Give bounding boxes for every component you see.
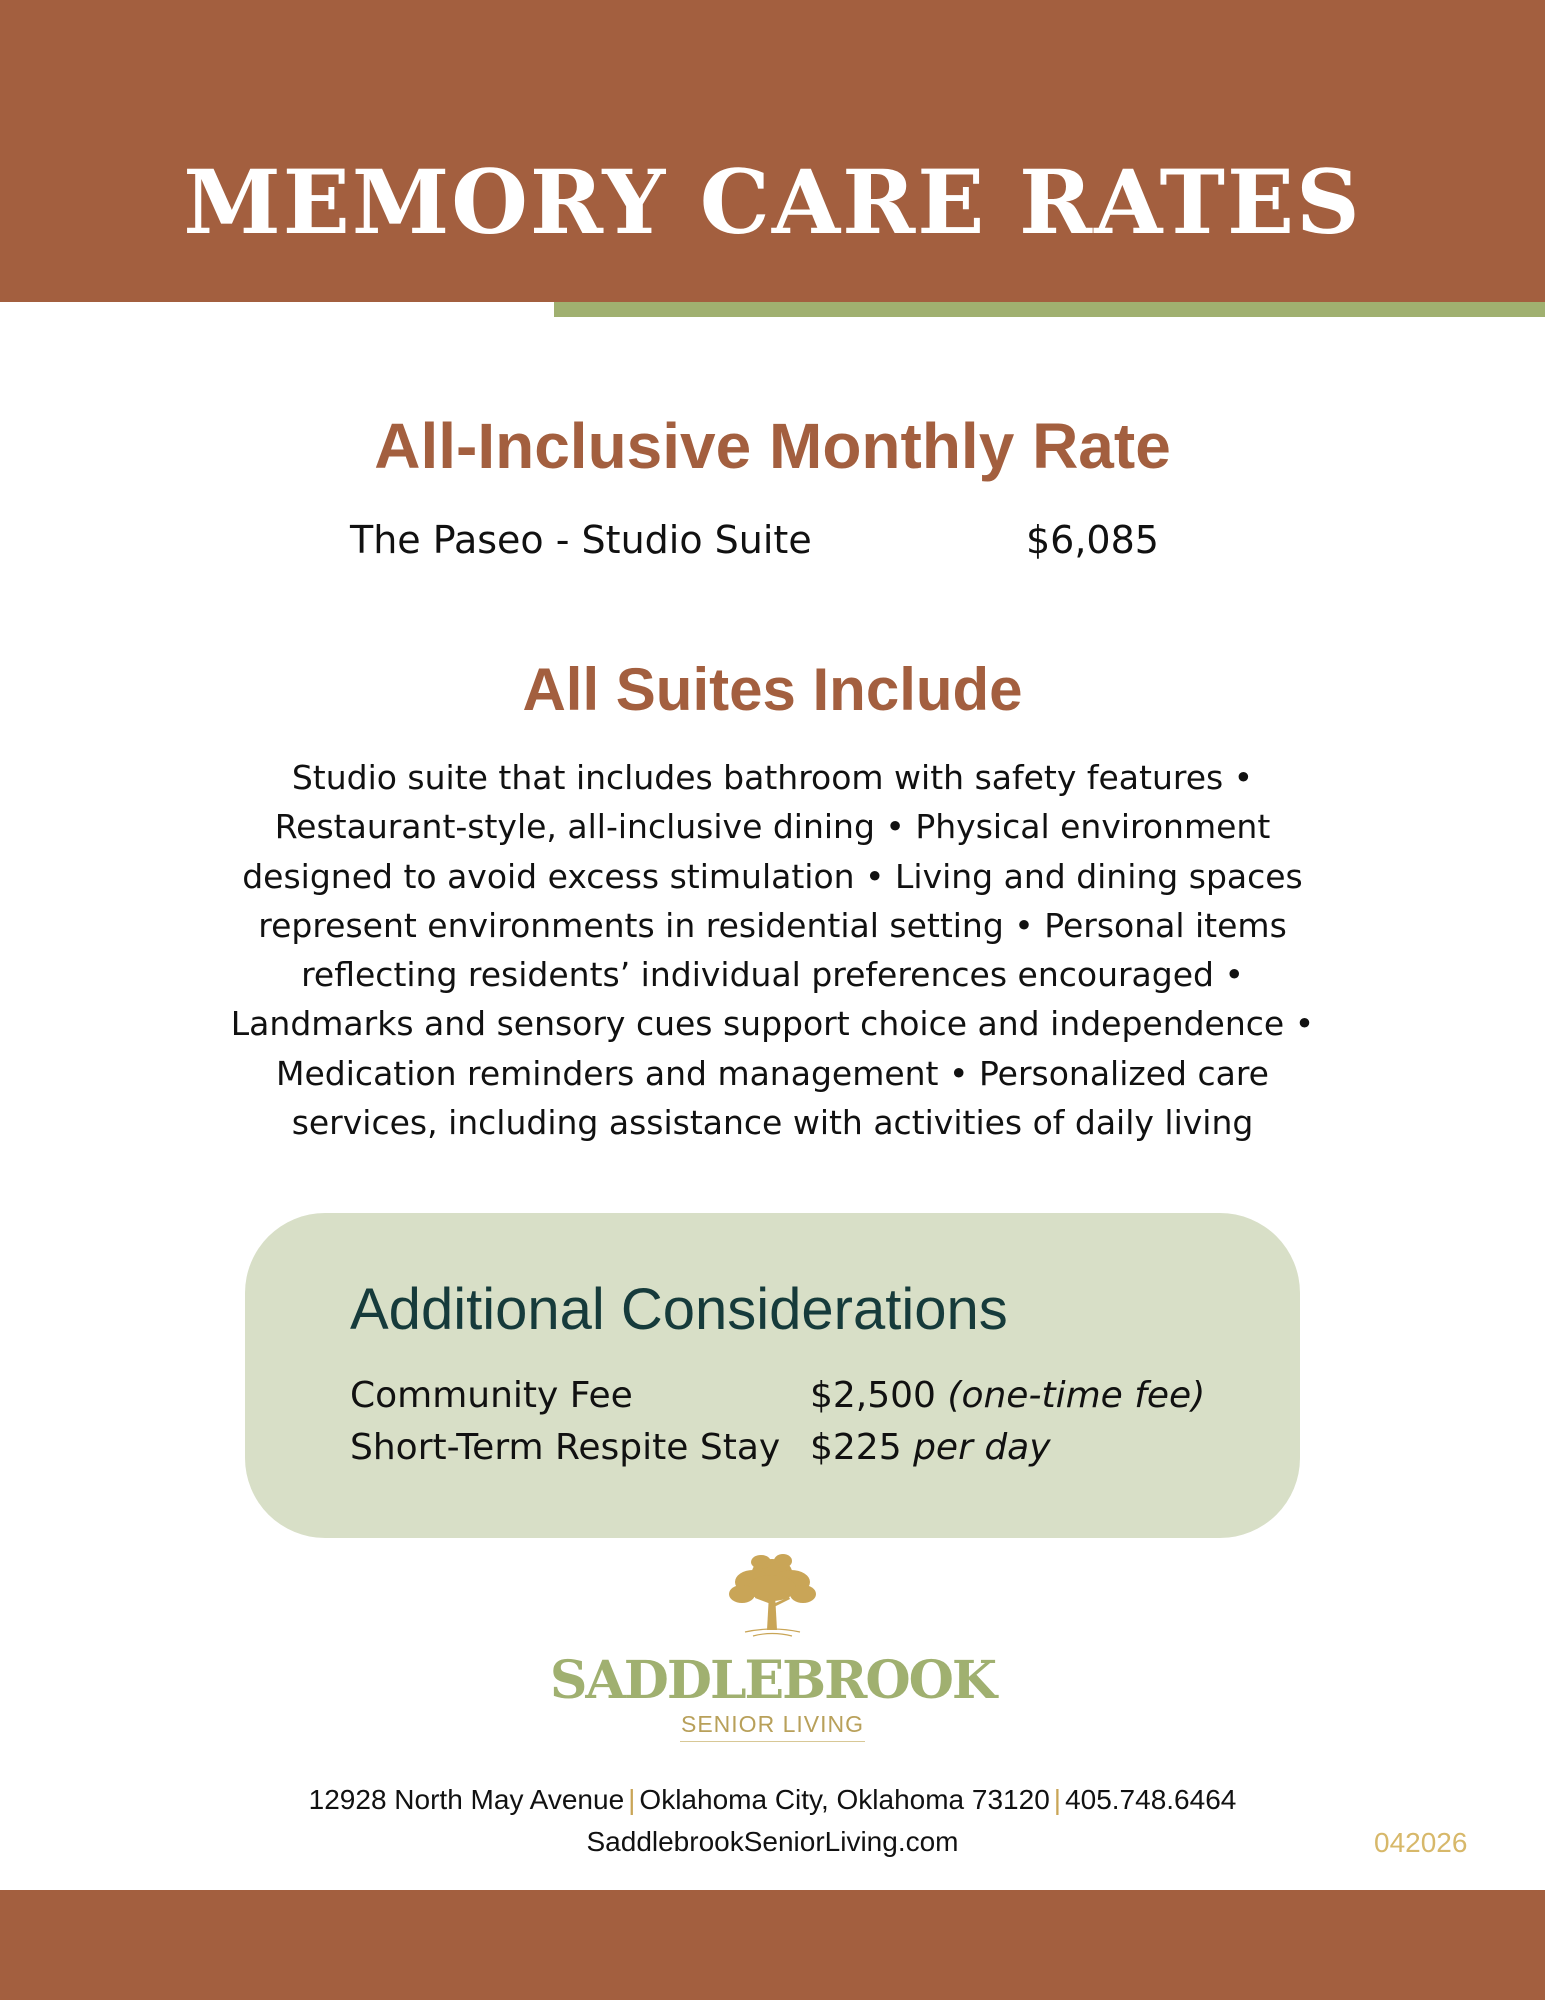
address-line [0, 1786, 1545, 1814]
fee-label: Community Fee [350, 1375, 633, 1416]
address-city: Oklahoma City, Oklahoma 73120 [639, 1784, 1050, 1815]
includes-line: Landmarks and sensory cues support choice and independence • [230, 1004, 1315, 1044]
suites-heading: All Suites Include [522, 656, 1023, 723]
separator: | [628, 1784, 636, 1815]
website-link[interactable]: SaddlebrookSeniorLiving.com [586, 1826, 959, 1857]
includes-line: Restaurant-style, all-inclusive dining • Physical environment [274, 807, 1271, 847]
includes-line: Studio suite that includes bathroom with safety features • [291, 758, 1254, 797]
phone-number[interactable]: 405.748.6464 [1065, 1784, 1237, 1815]
brand-name: SADDLEBROOK [549, 1650, 996, 1711]
brand-subtitle: SENIOR LIVING [681, 1711, 864, 1737]
fee-row-respite [350, 1427, 1051, 1468]
address-street: 12928 North May Avenue [308, 1784, 625, 1815]
accent-stripe [554, 302, 1545, 317]
oak-tree-icon [725, 1550, 820, 1640]
page-title: MEMORY CARE RATES [183, 150, 1362, 254]
fee-note: per day [913, 1427, 1051, 1468]
additional-considerations-panel [245, 1213, 1300, 1538]
separator: | [1053, 1784, 1062, 1815]
footer-band [0, 1890, 1545, 2000]
rate-name: The Paseo - Studio Suite [350, 518, 812, 562]
fee-note: (one-time fee) [947, 1375, 1206, 1416]
includes-line: Medication reminders and management • Personalized care [276, 1053, 1269, 1093]
fee-label: Short-Term Respite Stay [350, 1427, 781, 1468]
document-code: 042026 [1374, 1827, 1468, 1858]
suites-includes-text [230, 753, 1315, 1147]
fee-value: $225 [810, 1427, 902, 1468]
includes-line: reflecting residents’ individual preferences encouraged • [301, 955, 1244, 995]
includes-line: services, including assistance with activities of daily living [291, 1103, 1254, 1143]
brand-divider [680, 1741, 865, 1742]
fee-value: $2,500 [810, 1375, 936, 1416]
includes-line: designed to avoid excess stimulation • Living and dining spaces [242, 856, 1303, 896]
considerations-heading: Additional Considerations [350, 1277, 1008, 1342]
rate-price: $6,085 [1026, 518, 1159, 562]
monthly-rate-heading: All-Inclusive Monthly Rate [374, 410, 1171, 482]
includes-line: represent environments in residential setting • Personal items [258, 905, 1287, 945]
fee-row-community [350, 1375, 1206, 1416]
